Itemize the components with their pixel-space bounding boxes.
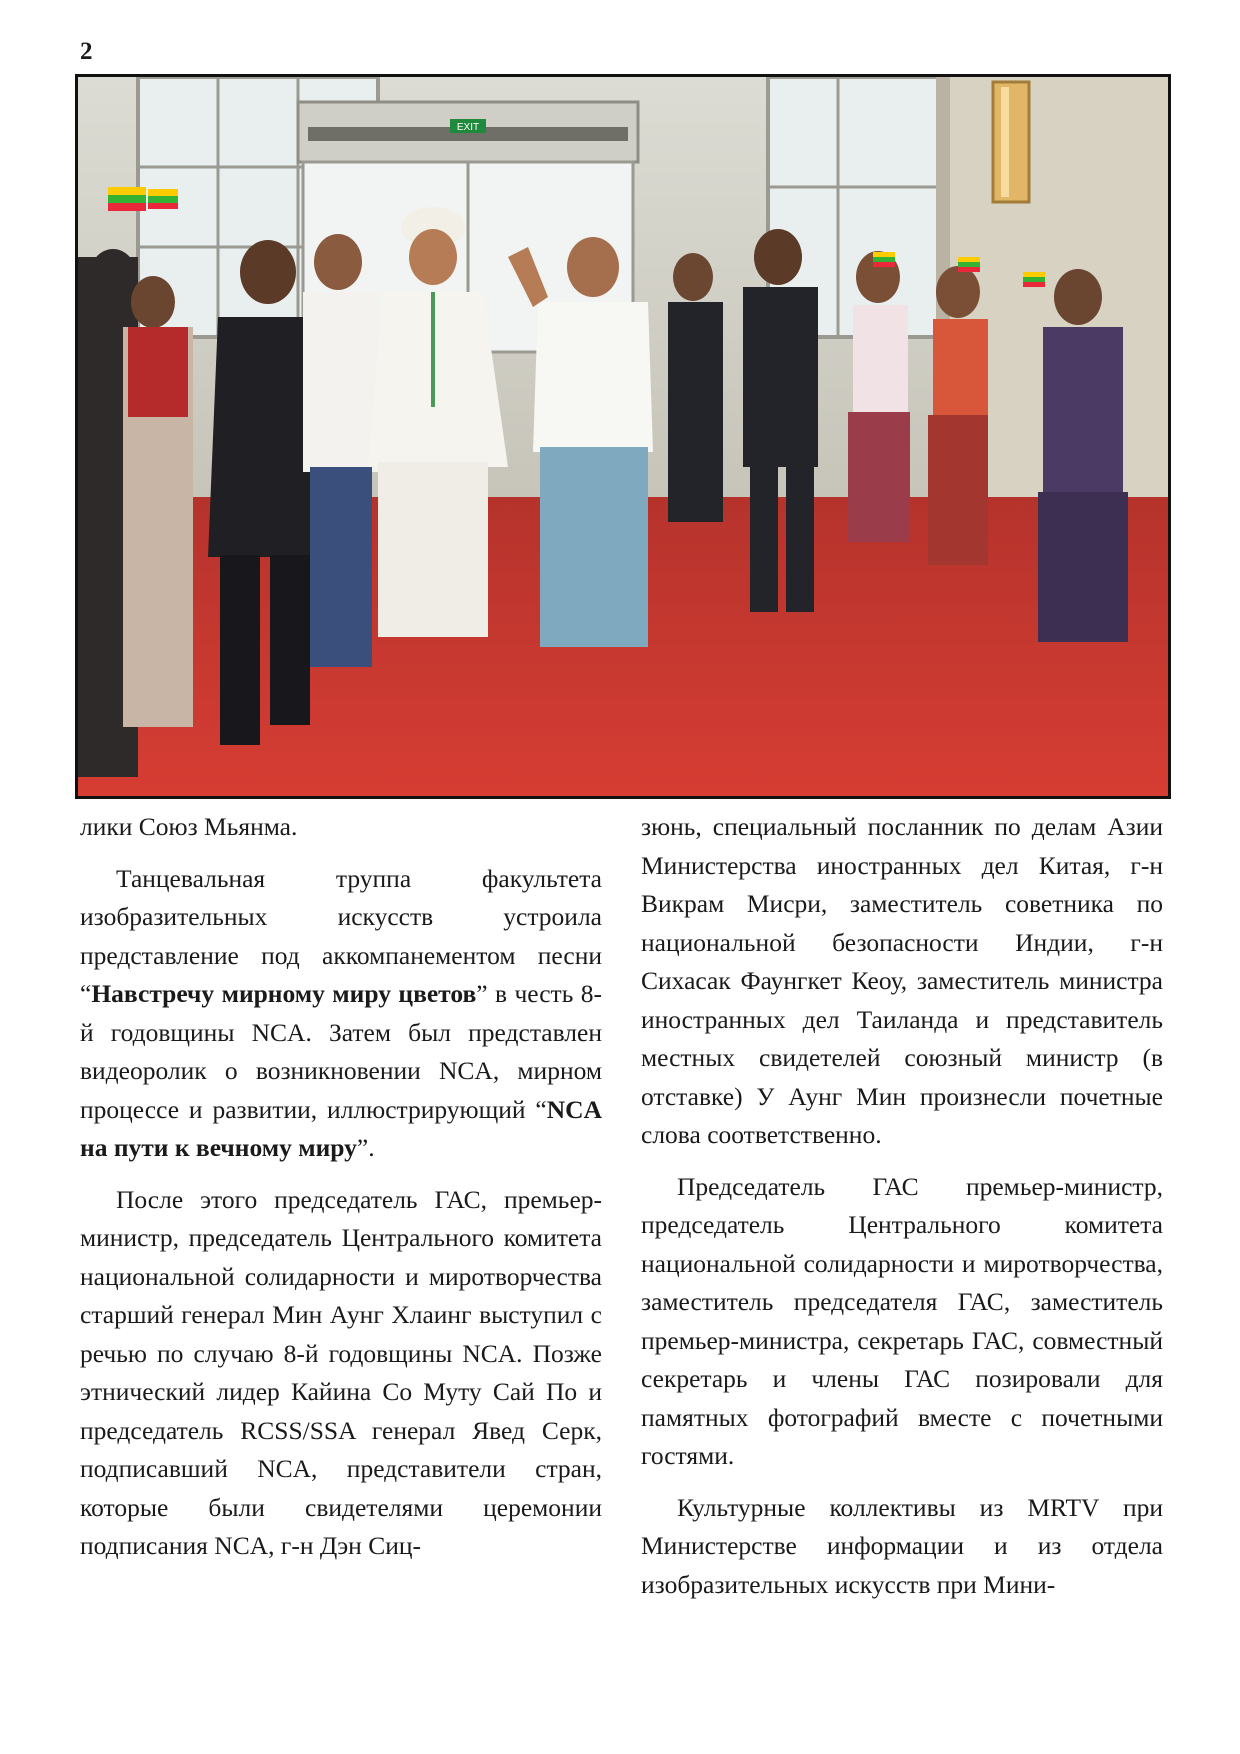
svg-text:EXIT: EXIT: [456, 122, 480, 133]
photo-illustration: [78, 77, 1168, 796]
video-title: NCA на пути к вечному миру: [80, 1094, 602, 1162]
paragraph-witnesses: зюнь, специальный посланник по делам Азии Министерства иностранных дел Китая, г-н Викрам Мисри, заместитель советника по национальной безопасности Индии, г-н Сихасак Фаунгкет Кеоу, заместитель министра иностранных дел Таиланда и представитель местных свидетелей союзный министр (в отставке) У Аунг Мин произнесли почетные слова соответственно.: [641, 812, 1163, 1149]
song-title: Навстречу мирному миру цветов: [91, 979, 477, 1008]
paragraph-photo-session: Председатель ГАС премьер-министр, председатель Центрального комитета национальной солидарности и миротворчества, заместитель председателя ГАС, заместитель премьер-министра, секретарь ГАС, совместный секретарь и члены ГАС позировали для памятных фотографий вместе с почетными гостями.: [641, 1171, 1163, 1470]
left-column: [80, 808, 602, 1579]
paragraph-dance-troupe: Танцевальная труппа факультета изобразительных искусств устроила представление под аккомпанементом песни “Навстречу мирному миру цветов” в честь 8-й годовщины NCA. Затем был представлен видеоролик о возникновении NCA, мирном процессе и развитии, иллюстрирующий “NCA на пути к вечному миру”.: [80, 863, 602, 1162]
paragraph-cultural-groups: Культурные коллективы из MRTV при Министерстве информации и из отдела изобразительных искусств при Мини-: [641, 1492, 1163, 1599]
right-column: [641, 808, 1163, 1617]
paragraph-continuation: лики Союз Мьянма.: [80, 812, 298, 841]
event-photo: [75, 74, 1171, 799]
page-number: 2: [80, 38, 93, 65]
paragraph-speech: После этого председатель ГАС, премьер-министр, председатель Центрального комитета национальной солидарности и миротворчества старший генерал Мин Аунг Хлаинг выступил с речью по случаю 8-й годовщины NCA. Позже этнический лидер Кайина Со Муту Сай По и председатель RCSS/SSA генерал Явед Серк, подписавший NCA, представители стран, которые были свидетелями церемонии подписания NCA, г-н Дэн Сиц-: [80, 1184, 602, 1560]
